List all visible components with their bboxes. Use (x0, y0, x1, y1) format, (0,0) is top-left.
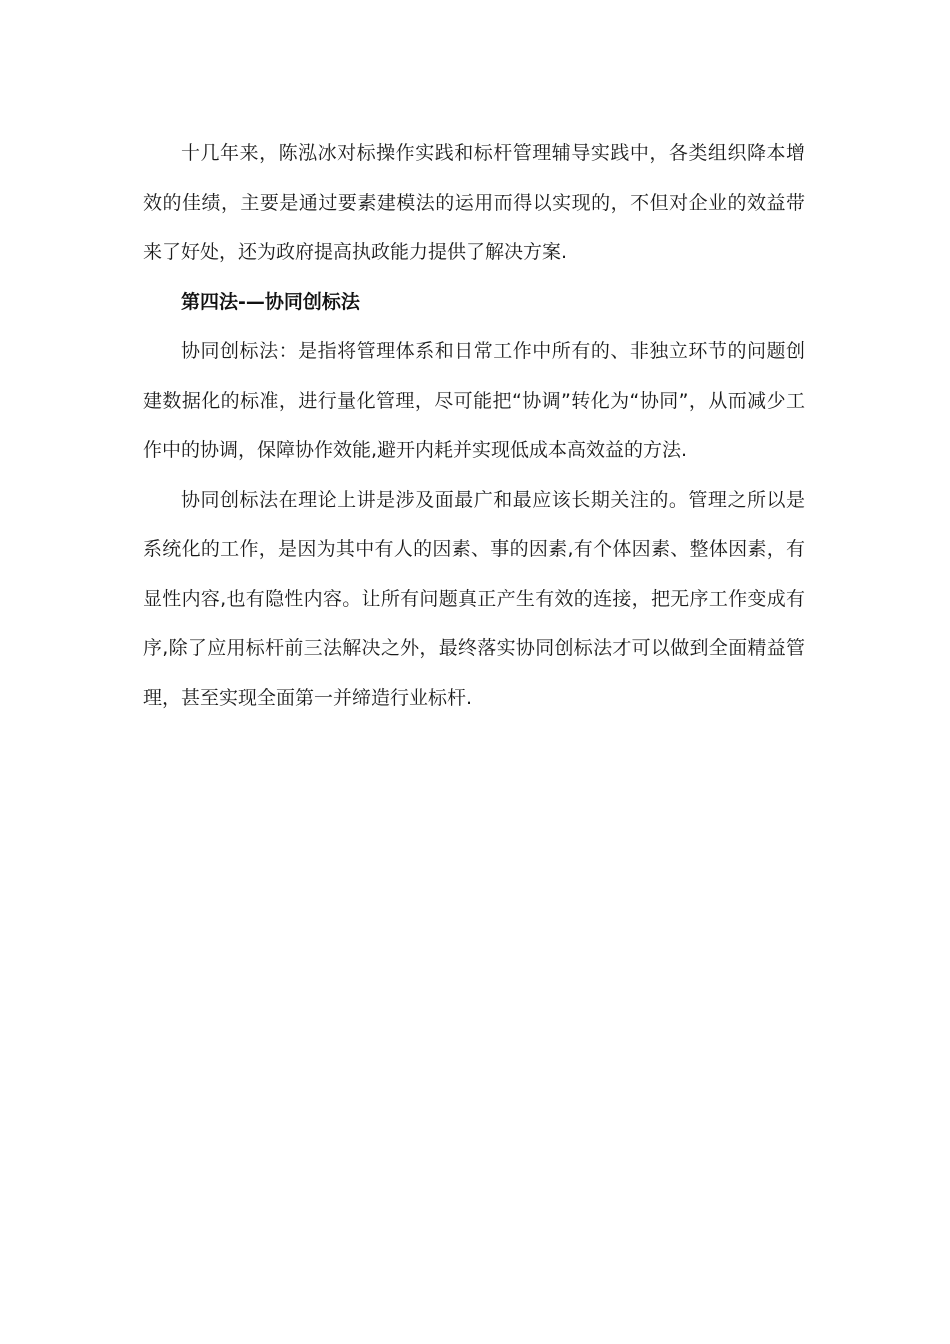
paragraph-results: 十几年来，陈泓冰对标操作实践和标杆管理辅导实践中，各类组织降本增效的佳绩，主要是通过要素建模法的运用而得以实现的，不但对企业的效益带来了好处，还为政府提高执政能力提供了解决方案. (143, 142, 805, 263)
paragraph-definition: 协同创标法：是指将管理体系和日常工作中所有的、非独立环节的问题创建数据化的标准，进行量化管理，尽可能把“协调”转化为“协同”，从而减少工作中的协调，保障协作效能,避开内耗并实现低成本高效益的方法. (143, 340, 805, 461)
section-heading-fourth-method: 第四法-—协同创标法 (181, 290, 360, 313)
document-body (143, 129, 805, 723)
paragraph-theory: 协同创标法在理论上讲是涉及面最广和最应该长期关注的。管理之所以是系统化的工作，是因为其中有人的因素、事的因素,有个体因素、整体因素，有显性内容,也有隐性内容。让所有问题真正产生有效的连接，把无序工作变成有序,除了应用标杆前三法解决之外，最终落实协同创标法才可以做到全面精益管理，甚至实现全面第一并缔造行业标杆. (143, 488, 805, 709)
